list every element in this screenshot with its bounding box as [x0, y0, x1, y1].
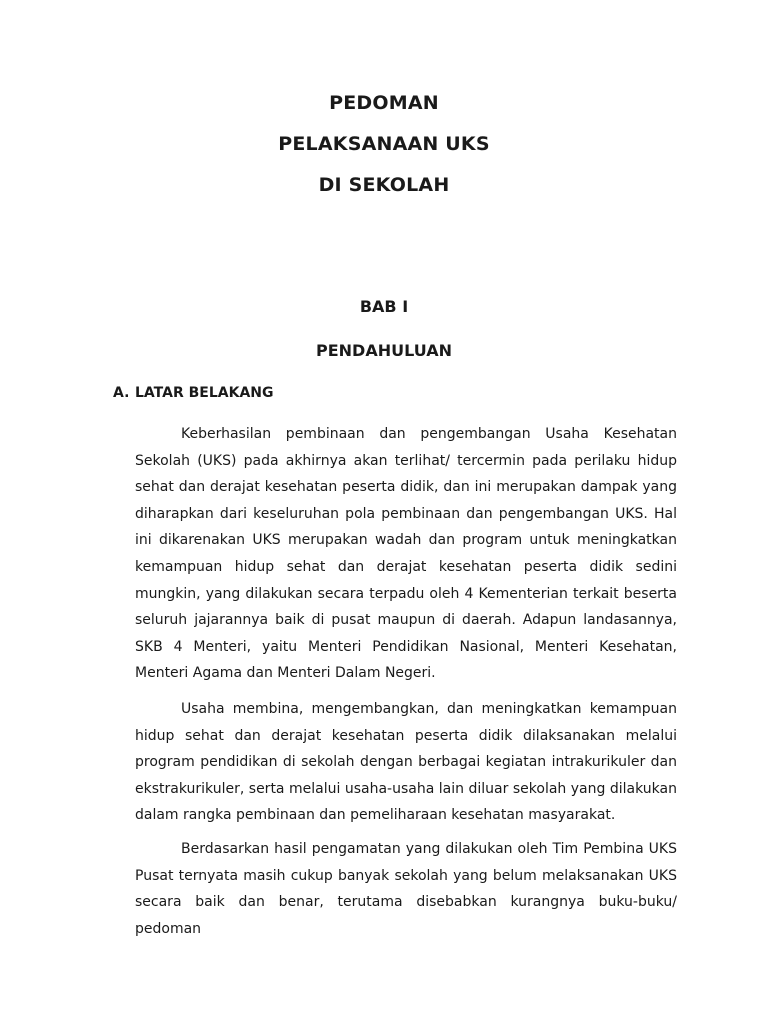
paragraph-2: Usaha membina, mengembangkan, dan meningkatkan kemampuan hidup sehat dan derajat kesehatan peserta didik dilaksanakan melalui program pendidikan di sekolah dengan berbagai kegiatan intrakurikuler dan ekstrakurikuler, serta melalui usaha-usaha lain diluar sekolah yang dilakukan dalam rangka pembinaan dan pemeliharaan kesehatan masyarakat. [135, 701, 677, 824]
section-heading [113, 385, 274, 401]
document-title-line-2: PELAKSANAAN UKS [278, 133, 490, 155]
chapter-number: BAB I [359, 297, 409, 316]
document-title-line-3: DI SEKOLAH [318, 174, 450, 196]
section-number: A. [113, 385, 130, 401]
chapter-title: PENDAHULUAN [316, 341, 452, 360]
paragraph-3: Berdasarkan hasil pengamatan yang dilakukan oleh Tim Pembina UKS Pusat ternyata masih cukup banyak sekolah yang belum melaksanakan UKS secara baik dan benar, terutama disebabkan kurangnya buku-buku/ pedoman [135, 841, 677, 937]
document-title-line-1: PEDOMAN [329, 92, 439, 114]
paragraph-1: Keberhasilan pembinaan dan pengembangan Usaha Kesehatan Sekolah (UKS) pada akhirnya akan terlihat/ tercermin pada perilaku hidup sehat dan derajat kesehatan peserta didik, dan ini merupakan dampak yang diharapkan dari keseluruhan pola pembinaan dan pengembangan UKS. Hal ini dikarenakan UKS merupakan wadah dan program untuk meningkatkan kemampuan hidup sehat dan derajat kesehatan peserta didik sedini mungkin, yang dilakukan secara terpadu oleh 4 Kementerian terkait beserta seluruh jajarannya baik di pusat maupun di daerah. Adapun landasannya, SKB 4 Menteri, yaitu Menteri Pendidikan Nasional, Menteri Kesehatan, Menteri Agama dan Menteri Dalam Negeri. [135, 426, 677, 682]
section-title: LATAR BELAKANG [135, 385, 274, 401]
